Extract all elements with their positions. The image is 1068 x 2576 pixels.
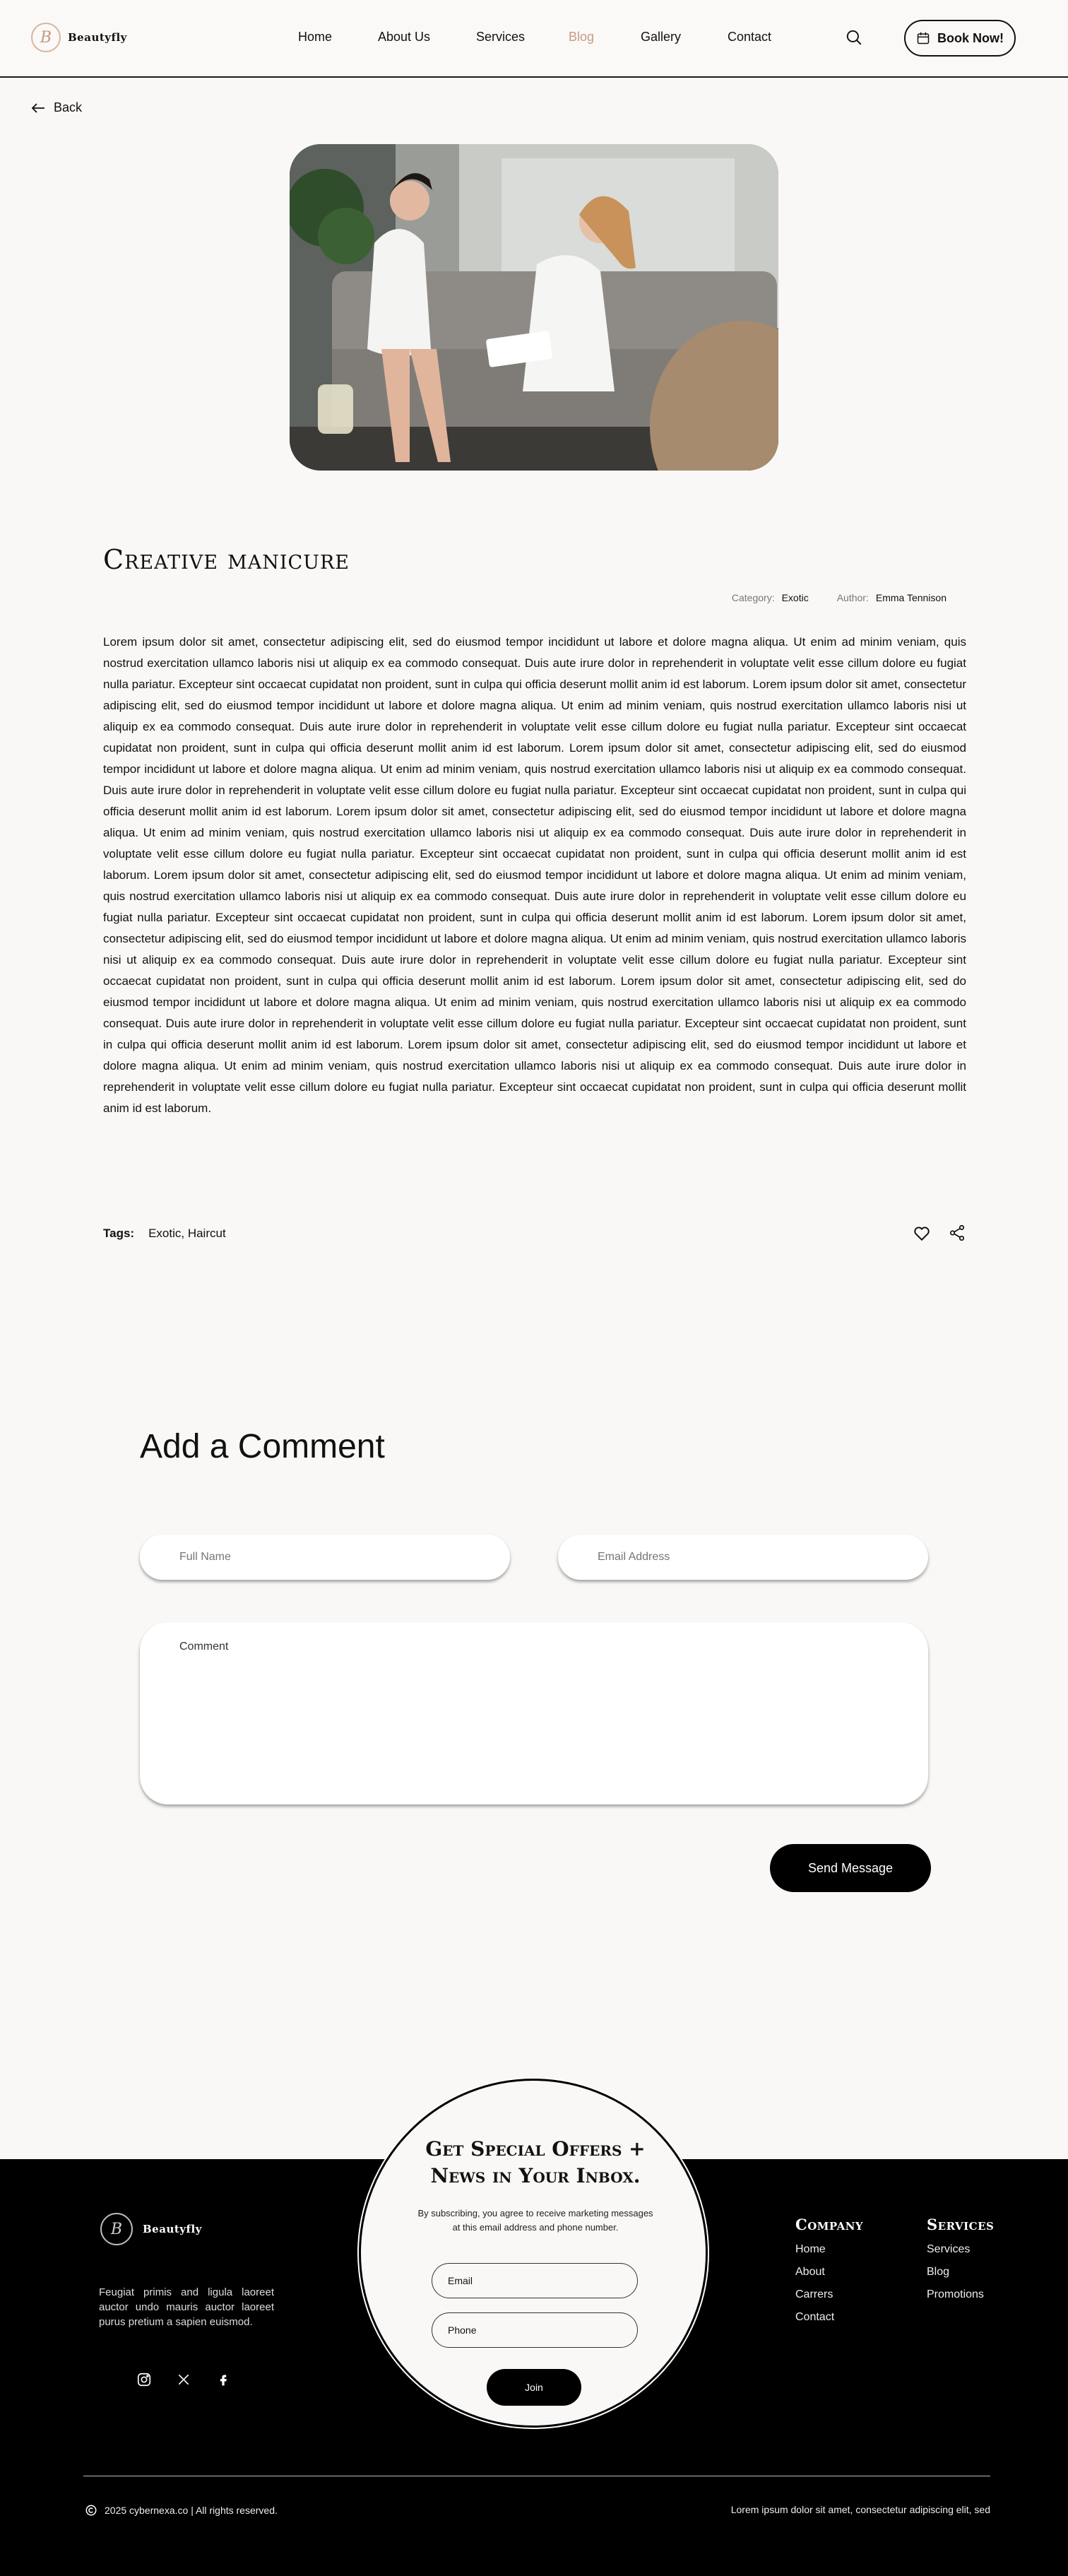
post-category [732, 592, 809, 603]
post-meta [732, 592, 947, 603]
footer-link-careers[interactable]: Carrers [795, 2288, 833, 2300]
category-label: Category: [731, 592, 775, 603]
newsletter-phone-input[interactable]: Phone [432, 2312, 638, 2348]
footer-link-contact[interactable]: Contact [795, 2311, 835, 2323]
nav-contact[interactable]: Contact [728, 30, 772, 44]
full-name-input[interactable] [140, 1535, 510, 1580]
footer-company-column [795, 2216, 863, 2334]
copyright-icon [85, 2504, 97, 2517]
comment-textarea[interactable] [140, 1622, 928, 1804]
nav-gallery[interactable]: Gallery [641, 30, 682, 44]
footer-logo[interactable] [100, 2213, 202, 2245]
facebook-icon[interactable] [215, 2371, 232, 2388]
nav-services[interactable]: Services [476, 30, 526, 44]
footer-brand-name: Beautyfly [143, 2223, 202, 2235]
comment-title: Add a Comment [140, 1428, 385, 1465]
back-label: Back [54, 100, 83, 114]
brand-logo[interactable] [31, 23, 127, 52]
footer-right-text: Lorem ipsum dolor sit amet, consectetur adipiscing elit, sed [730, 2504, 990, 2515]
author-label: Author: [836, 592, 869, 603]
post-body: Lorem ipsum dolor sit amet, consectetur adipiscing elit, sed do eiusmod tempor incididunt ut labore et dolore magna aliqua. Ut enim ad minim veniam, quis nostrud exercitation ullamco laboris nisi ut aliquip ex ea commodo consequat. Duis aute irure dolor in reprehenderit in voluptate velit esse cillum dolore eu fugiat nulla pariatur. Excepteur sint occaecat cupidatat non proident, sunt in culpa qui officia deserunt mollit anim id est laborum. Lorem ipsum dolor sit amet, consectetur adipiscing elit, sed do eiusmod tempor incididunt ut labore et dolore magna aliqua. Ut enim ad minim veniam, quis nostrud exercitation ullamco laboris nisi ut aliquip ex ea commodo consequat. Duis aute irure dolor in reprehenderit in voluptate velit esse cillum dolore eu fugiat nulla pariatur. Excepteur sint occaecat cupidatat non proident, sunt in culpa qui officia deserunt mollit anim id est laborum. Lorem ipsum dolor sit amet, consectetur adipiscing elit, sed do eiusmod tempor incididunt ut labore et dolore magna aliqua. Ut enim ad minim veniam, quis nostrud exercitation ullamco laboris nisi ut aliquip ex ea commodo consequat. Duis aute irure dolor in reprehenderit in voluptate velit esse cillum dolore eu fugiat nulla pariatur. Excepteur sint occaecat cupidatat non proident, sunt in culpa qui officia deserunt mollit anim id est laborum. Lorem ipsum dolor sit amet, consectetur adipiscing elit, sed do eiusmod tempor incididunt ut labore et dolore magna aliqua. Ut enim ad minim veniam, quis nostrud exercitation ullamco laboris nisi ut aliquip ex ea commodo consequat. Duis aute irure dolor in reprehenderit in voluptate velit esse cillum dolore eu fugiat nulla pariatur. Excepteur sint occaecat cupidatat non proident, sunt in culpa qui officia deserunt mollit anim id est laborum. Lorem ipsum dolor sit amet, consectetur adipiscing elit, sed do eiusmod tempor incididunt ut labore et dolore magna aliqua. Ut enim ad minim veniam, quis nostrud exercitation ullamco laboris nisi ut aliquip ex ea commodo consequat. Duis aute irure dolor in reprehenderit in voluptate velit esse cillum dolore eu fugiat nulla pariatur. Excepteur sint occaecat cupidatat non proident, sunt in culpa qui officia deserunt mollit anim id est laborum. Lorem ipsum dolor sit amet, consectetur adipiscing elit, sed do eiusmod tempor incididunt ut labore et dolore magna aliqua. Ut enim ad minim veniam, quis nostrud exercitation ullamco laboris nisi ut aliquip ex ea commodo consequat. Duis aute irure dolor in reprehenderit in voluptate velit esse cillum dolore eu fugiat nulla pariatur. Excepteur sint occaecat cupidatat non proident, sunt in culpa qui officia deserunt mollit anim id est laborum. Lorem ipsum dolor sit amet, consectetur adipiscing elit, sed do eiusmod tempor incididunt ut labore et dolore magna aliqua. Ut enim ad minim veniam, quis nostrud exercitation ullamco laboris nisi ut aliquip ex ea commodo consequat. Duis aute irure dolor in reprehenderit in voluptate velit esse cillum dolore eu fugiat nulla pariatur. Excepteur sint occaecat cupidatat non proident, sunt in culpa qui officia deserunt mollit anim id est laborum. Lorem ipsum dolor sit amet, consectetur adipiscing elit, sed do eiusmod tempor incididunt ut labore et dolore magna aliqua. Ut enim ad minim veniam, quis nostrud exercitation ullamco laboris nisi ut aliquip ex ea commodo consequat. Duis aute irure dolor in reprehenderit in voluptate velit esse cillum dolore eu fugiat nulla pariatur. Excepteur sint occaecat cupidatat non proident, sunt in culpa qui officia deserunt mollit anim id est laborum. [103, 635, 966, 1115]
tags-value[interactable]: Exotic, Haircut [148, 1227, 226, 1240]
share-icon[interactable] [948, 1224, 966, 1242]
post-hero-image [290, 144, 778, 471]
nav-home[interactable]: Home [298, 30, 333, 44]
instagram-icon[interactable] [136, 2371, 153, 2388]
comment-placeholder: Comment [179, 1641, 229, 1653]
search-icon[interactable] [845, 28, 863, 47]
post-author [837, 592, 947, 603]
heart-icon[interactable] [913, 1224, 931, 1242]
social-links [136, 2371, 232, 2388]
services-heading: Services [927, 2216, 995, 2233]
footer-logo-icon: B [100, 2213, 133, 2245]
nav-about-us[interactable]: About Us [378, 30, 431, 44]
nav-blog[interactable]: Blog [569, 30, 595, 44]
join-button[interactable]: Join [487, 2369, 581, 2406]
footer-services-column [927, 2216, 994, 2311]
footer-link-about[interactable]: About [795, 2266, 825, 2278]
tags-label: Tags: [103, 1227, 135, 1240]
site-header [0, 0, 1068, 78]
copyright [85, 2504, 278, 2517]
back-link[interactable] [31, 100, 82, 115]
x-twitter-icon[interactable] [175, 2371, 192, 2388]
footer-link-blog[interactable]: Blog [927, 2266, 950, 2278]
arrow-left-icon [31, 102, 45, 114]
brand-name: Beautyfly [68, 31, 127, 44]
book-now-button[interactable] [904, 20, 1016, 57]
logo-icon: B [31, 23, 61, 52]
post-tags [103, 1227, 226, 1241]
footer-link-services[interactable]: Services [927, 2243, 971, 2255]
book-now-label: Book Now! [937, 30, 1004, 45]
calendar-icon [916, 31, 930, 45]
newsletter-email-input[interactable]: Email [432, 2263, 638, 2298]
newsletter-panel [359, 2079, 708, 2428]
newsletter-subtitle: By subscribing, you agree to receive marketing messages at this email address and phone number. [417, 2208, 653, 2233]
company-heading: Company [795, 2216, 864, 2233]
category-value[interactable]: Exotic [781, 592, 809, 603]
footer-link-promotions[interactable]: Promotions [927, 2288, 984, 2300]
newsletter-title-line2: News in Your Inbox. [430, 2164, 641, 2187]
email-input[interactable] [558, 1535, 928, 1580]
copyright-text: 2025 cybernexa.co | All rights reserved. [105, 2505, 278, 2516]
author-value[interactable]: Emma Tennison [875, 592, 947, 603]
post-title: Creative manicure [103, 544, 350, 575]
newsletter-title [361, 2136, 710, 2190]
footer-link-home[interactable]: Home [795, 2243, 826, 2255]
footer-description: Feugiat primis and ligula laoreet auctor undo mauris auctor laoreet purus pretium a sapien euismod. [99, 2286, 274, 2328]
send-message-button[interactable]: Send Message [770, 1844, 931, 1892]
newsletter-title-line1: Get Special Offers + [425, 2137, 646, 2161]
